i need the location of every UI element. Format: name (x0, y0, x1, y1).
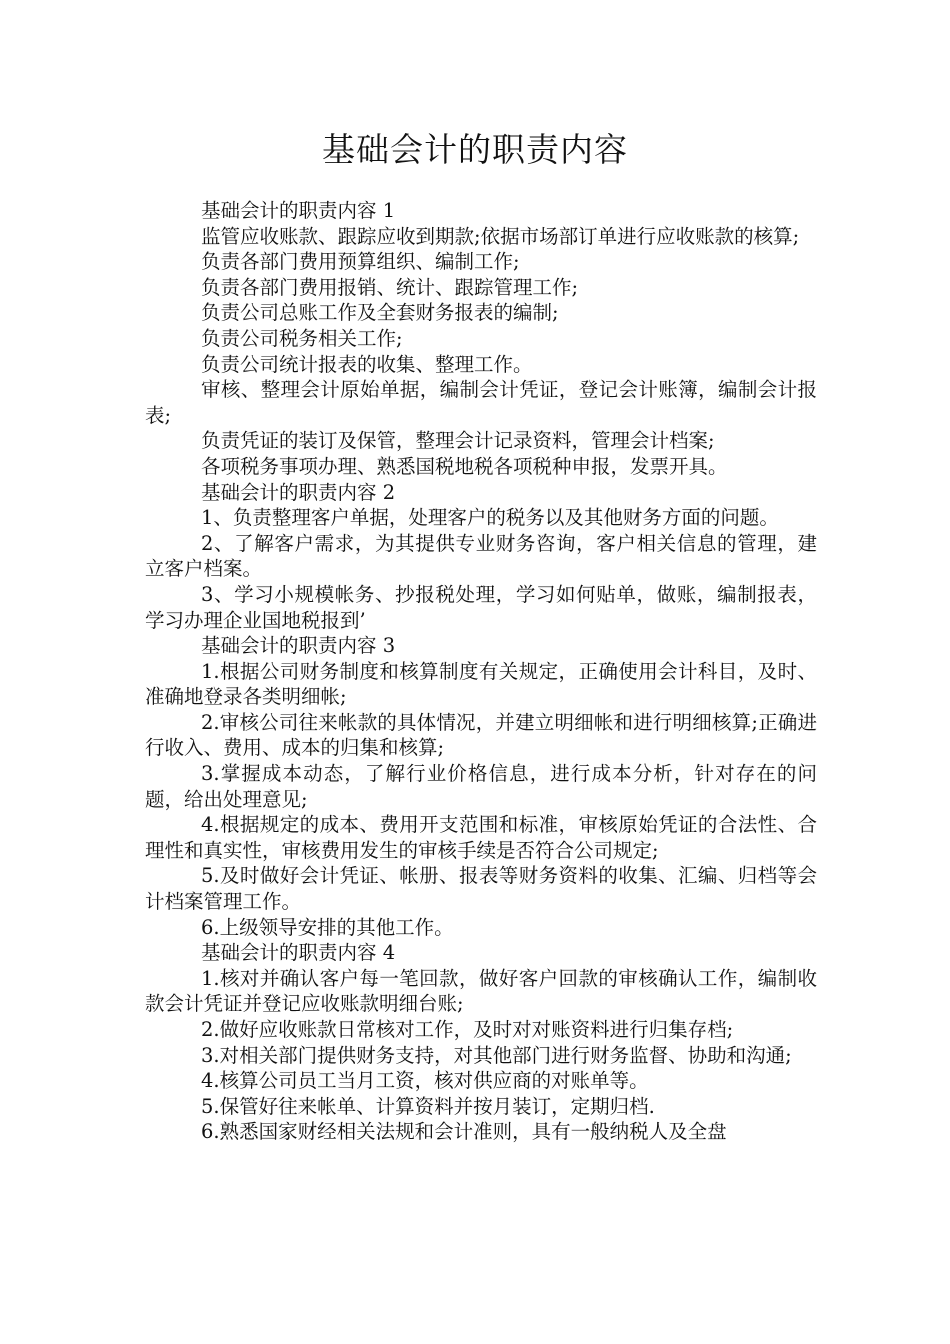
paragraph: 5.及时做好会计凭证、帐册、报表等财务资料的收集、汇编、归档等会计档案管理工作。 (145, 864, 817, 914)
paragraph: 1.核对并确认客户每一笔回款，做好客户回款的审核确认工作，编制收款会计凭证并登记应收账款明细台账; (145, 966, 817, 1016)
document-title: 基础会计的职责内容 (322, 130, 628, 169)
paragraph: 负责各部门费用预算组织、编制工作; (201, 250, 520, 274)
paragraph: 6.上级领导安排的其他工作。 (201, 915, 454, 939)
section-heading: 基础会计的职责内容 2 (201, 480, 396, 504)
document-body (145, 198, 817, 1145)
paragraph: 各项税务事项办理、熟悉国税地税各项税种申报，发票开具。 (201, 454, 728, 478)
paragraph: 3、学习小规模帐务、抄报税处理，学习如何贴单，做账，编制报表，学习办理企业国地税报到’ (145, 582, 817, 632)
paragraph: 3.对相关部门提供财务支持，对其他部门进行财务监督、协助和沟通; (201, 1043, 792, 1067)
paragraph: 监管应收账款、跟踪应收到期款;依据市场部订单进行应收账款的核算; (201, 224, 800, 248)
paragraph: 1、负责整理客户单据，处理客户的税务以及其他财务方面的问题。 (201, 506, 779, 530)
paragraph: 6.熟悉国家财经相关法规和会计准则，具有一般纳税人及全盘 (201, 1120, 727, 1144)
section-heading: 基础会计的职责内容 1 (201, 199, 396, 222)
paragraph: 负责公司统计报表的收集、整理工作。 (201, 352, 533, 376)
paragraph: 2、了解客户需求，为其提供专业财务咨询，客户相关信息的管理，建立客户档案。 (145, 531, 817, 581)
paragraph: 1.根据公司财务制度和核算制度有关规定，正确使用会计科目，及时、准确地登录各类明细帐; (145, 659, 817, 709)
paragraph: 负责凭证的装订及保管，整理会计记录资料，管理会计档案; (201, 429, 715, 453)
section-heading: 基础会计的职责内容 4 (201, 941, 396, 965)
paragraph: 负责公司总账工作及全套财务报表的编制; (201, 301, 559, 325)
paragraph: 负责各部门费用报销、统计、跟踪管理工作; (201, 275, 579, 299)
paragraph: 4.根据规定的成本、费用开支范围和标准，审核原始凭证的合法性、合理性和真实性，审核费用发生的审核手续是否符合公司规定; (145, 813, 817, 862)
paragraph: 5.保管好往来帐单、计算资料并按月装订，定期归档. (201, 1094, 655, 1118)
paragraph: 4.核算公司员工当月工资，核对供应商的对账单等。 (201, 1069, 649, 1093)
paragraph: 2.做好应收账款日常核对工作，及时对对账资料进行归集存档; (201, 1018, 734, 1041)
paragraph: 审核、整理会计原始单据，编制会计凭证，登记会计账簿，编制会计报表; (145, 378, 817, 427)
paragraph: 负责公司税务相关工作; (201, 326, 403, 350)
section-heading: 基础会计的职责内容 3 (201, 634, 396, 658)
paragraph: 2.审核公司往来帐款的具体情况，并建立明细帐和进行明细核算;正确进行收入、费用、成本的归集和核算; (145, 710, 817, 760)
paragraph: 3.掌握成本动态，了解行业价格信息，进行成本分析，针对存在的问题，给出处理意见; (145, 762, 817, 811)
